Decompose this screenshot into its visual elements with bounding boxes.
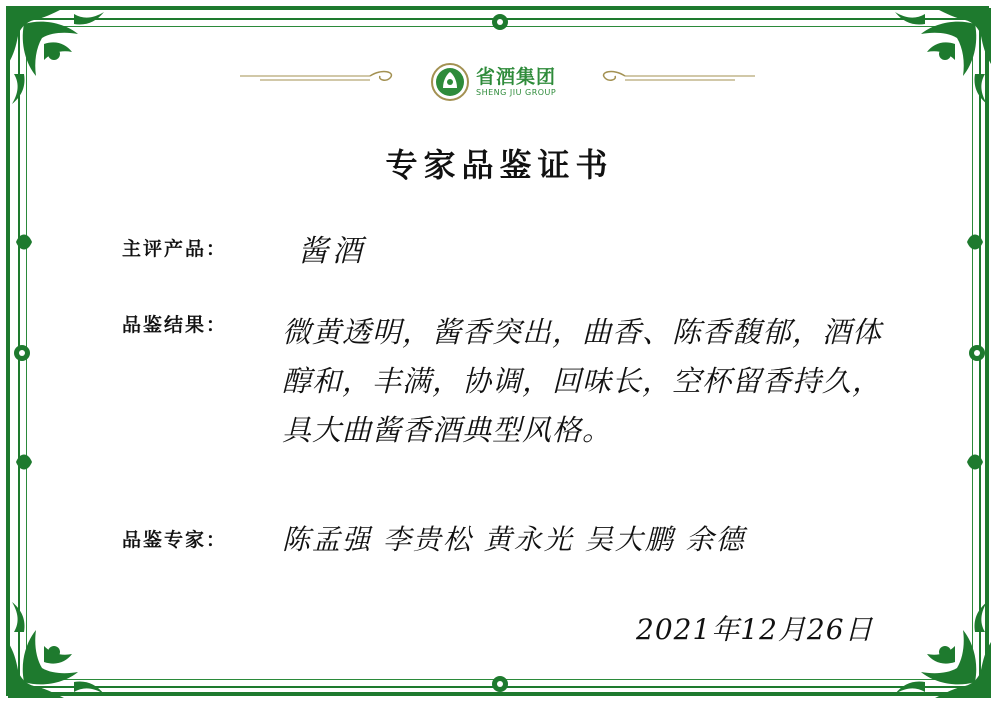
result-value: 微黄透明，酱香突出，曲香、陈香馥郁，酒体醇和，丰满，协调，回味长，空杯留香持久，具大曲酱香酒典型风格。 bbox=[282, 315, 883, 447]
product-label: 主评产品： bbox=[122, 238, 228, 260]
border-flower-icon bbox=[488, 10, 512, 34]
border-leaf-icon bbox=[12, 450, 36, 474]
border-leaf-icon bbox=[963, 450, 987, 474]
company-logo bbox=[430, 62, 556, 102]
logo-name-cn: 省酒集团 bbox=[476, 66, 557, 88]
border-leaf-icon bbox=[12, 230, 36, 254]
result-label: 品鉴结果： bbox=[122, 314, 228, 336]
experts-label: 品鉴专家： bbox=[122, 529, 228, 551]
logo-name-en: SHENG JIU GROUP bbox=[476, 88, 557, 97]
border-leaf-icon bbox=[963, 230, 987, 254]
certificate-date: 2021年12月26日 bbox=[636, 613, 874, 646]
corner-ornament-icon bbox=[4, 4, 124, 124]
corner-ornament-icon bbox=[875, 582, 995, 702]
corner-ornament-icon bbox=[4, 582, 124, 702]
border-flower-icon bbox=[965, 341, 989, 365]
border-flower-icon bbox=[10, 341, 34, 365]
experts-signatures: 陈孟强 李贵松 黄永光 吴大鹏 余德 bbox=[282, 523, 746, 556]
corner-ornament-icon bbox=[875, 4, 995, 124]
certificate-title: 专家品鉴证书 bbox=[385, 146, 614, 184]
scroll-divider-left-icon bbox=[240, 68, 400, 84]
border-flower-icon bbox=[488, 672, 512, 696]
logo-emblem-icon bbox=[430, 62, 470, 102]
scroll-divider-right-icon bbox=[595, 68, 755, 84]
product-value: 酱酒 bbox=[298, 234, 366, 269]
